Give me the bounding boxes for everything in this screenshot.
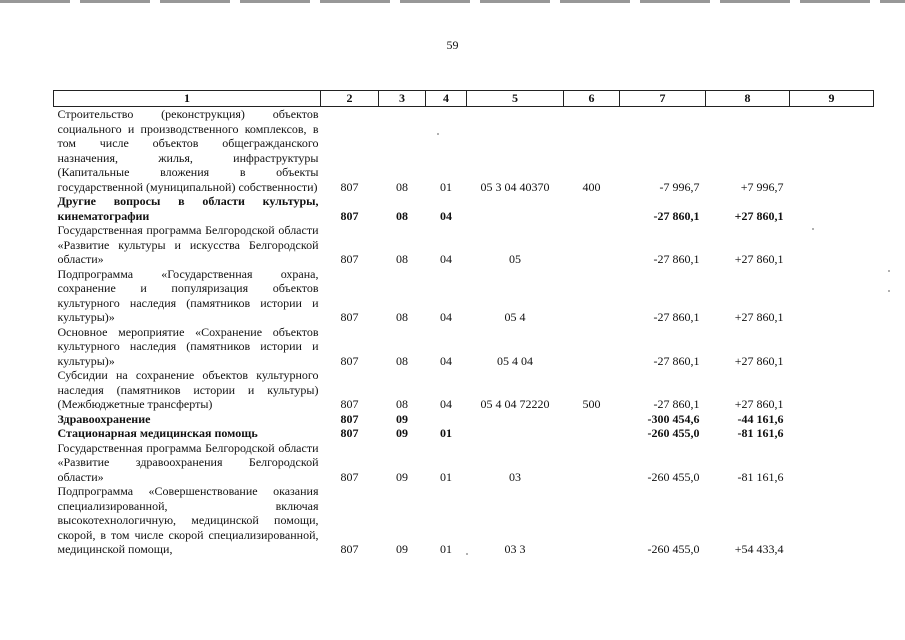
cell-subsection: 04 [440, 208, 452, 223]
cell-section: 08 [396, 397, 408, 411]
cell-subsection: 01 [440, 179, 452, 194]
cell-amount-col8: -44 161,6 [737, 411, 784, 426]
cell-name: Подпрограмма «Государственная охрана, сохранение и популяризация объектов культурного наследия (памятников истории и культуры)» [57, 266, 319, 324]
cell-target-article: 05 4 04 72220 [480, 397, 550, 411]
cell-amount-col7: -260 455,0 [647, 469, 700, 484]
cell-amount-col9 [790, 412, 874, 427]
cell-amount-col8: +7 996,7 [740, 179, 784, 194]
header-col-7: 7 [620, 91, 706, 107]
cell-section: 08 [396, 179, 408, 194]
cell-subsection: 04 [440, 397, 452, 411]
cell-amount-col8: -81 161,6 [737, 469, 784, 484]
cell-expense-type [564, 325, 620, 369]
cell-amount-col7: -27 860,1 [653, 252, 700, 266]
cell-name: Строительство (реконструкция) объектов социального и производственного комплексов, в том числе объектов общегражданского назначения, жилья, инфраструктуры (Капитальные вложения в объекты государственной (муниципальной) собственности) [57, 107, 319, 194]
cell-section: 09 [396, 542, 408, 556]
cell-amount-col9 [790, 267, 874, 325]
cell-amount-col7: -27 860,1 [653, 353, 700, 368]
cell-expense-type [564, 267, 620, 325]
cell-ministry: 807 [340, 310, 359, 324]
cell-target-article: 05 4 04 [497, 353, 533, 368]
scan-speck [437, 133, 439, 135]
cell-subsection: 01 [440, 542, 452, 556]
table-body [54, 107, 874, 557]
cell-expense-type [564, 223, 620, 267]
cell-subsection [426, 412, 467, 427]
table-row [54, 412, 874, 427]
cell-amount-col7: -27 860,1 [653, 397, 700, 411]
cell-amount-col8: +27 860,1 [734, 353, 784, 368]
cell-target-article: 03 3 [504, 542, 526, 556]
table-row [54, 484, 874, 557]
cell-subsection: 04 [440, 310, 452, 324]
cell-ministry: 807 [340, 426, 359, 440]
table-row [54, 194, 874, 223]
cell-target-article: 03 [509, 469, 521, 484]
cell-target-article: 05 3 04 40370 [480, 179, 550, 194]
cell-expense-type [564, 484, 620, 557]
cell-subsection: 01 [440, 426, 452, 440]
cell-amount-col7: -260 455,0 [647, 426, 700, 440]
table-row [54, 426, 874, 441]
cell-target-article [467, 412, 564, 427]
page-number: 59 [446, 38, 459, 52]
cell-section: 09 [396, 426, 408, 440]
header-col-4: 4 [426, 91, 467, 107]
cell-target-article: 05 4 [504, 310, 526, 324]
cell-expense-type [564, 426, 620, 441]
cell-amount-col9 [790, 194, 874, 223]
cell-name: Субсидии на сохранение объектов культурного наследия (памятников истории и культуры) (Межбюджетные трансферты) [57, 368, 319, 411]
cell-ministry: 807 [340, 542, 359, 556]
cell-section: 08 [396, 252, 408, 266]
cell-expense-type: 500 [582, 397, 601, 411]
header-col-2: 2 [321, 91, 379, 107]
cell-name: Государственная программа Белгородской области «Развитие культуры и искусства Белгородской области» [57, 223, 319, 266]
cell-amount-col9 [790, 325, 874, 369]
cell-amount-col9 [790, 426, 874, 441]
cell-amount-col9 [790, 441, 874, 485]
cell-amount-col8: -81 161,6 [737, 426, 784, 440]
cell-amount-col8: +27 860,1 [734, 397, 784, 411]
cell-ministry: 807 [340, 252, 359, 266]
table-row [54, 441, 874, 485]
header-col-6: 6 [564, 91, 620, 107]
cell-ministry: 807 [340, 469, 359, 484]
cell-ministry: 807 [340, 411, 359, 426]
cell-amount-col8: +27 860,1 [734, 252, 784, 266]
cell-amount-col8: +27 860,1 [734, 208, 784, 223]
cell-target-article [467, 426, 564, 441]
cell-subsection: 04 [440, 353, 452, 368]
cell-ministry: 807 [340, 397, 359, 411]
cell-expense-type [564, 194, 620, 223]
cell-amount-col9 [790, 223, 874, 267]
cell-ministry: 807 [340, 208, 359, 223]
scan-speck [888, 270, 890, 272]
scan-speck [812, 228, 814, 230]
cell-amount-col9 [790, 484, 874, 557]
cell-name: Другие вопросы в области культуры, кинематографии [57, 194, 319, 223]
budget-table [53, 90, 874, 557]
scan-speck [466, 553, 468, 555]
cell-section: 09 [396, 469, 408, 484]
cell-amount-col7: -300 454,6 [647, 411, 700, 426]
cell-name: Основное мероприятие «Сохранение объектов культурного наследия (памятников истории и культуры)» [57, 324, 319, 368]
cell-name: Государственная программа Белгородской области «Развитие здравоохранения Белгородской области» [57, 440, 319, 484]
scan-top-edge [0, 0, 905, 3]
header-col-5: 5 [467, 91, 564, 107]
cell-amount-col7: -27 860,1 [653, 310, 700, 324]
cell-ministry: 807 [340, 179, 359, 194]
table-row [54, 107, 874, 195]
cell-section: 08 [396, 353, 408, 368]
cell-ministry: 807 [340, 353, 359, 368]
cell-target-article: 05 [509, 252, 521, 266]
cell-amount-col7: -27 860,1 [653, 208, 700, 223]
table-row [54, 368, 874, 412]
cell-target-article [467, 194, 564, 223]
scan-speck [888, 290, 890, 292]
table-row [54, 267, 874, 325]
cell-expense-type: 400 [582, 179, 601, 194]
table-header-row [54, 91, 874, 107]
cell-subsection: 04 [440, 252, 452, 266]
header-col-8: 8 [706, 91, 790, 107]
cell-amount-col8: +27 860,1 [734, 310, 784, 324]
cell-amount-col8: +54 433,4 [734, 542, 784, 556]
table-row [54, 325, 874, 369]
cell-name: Подпрограмма «Совершенствование оказания специализированной, включая высокотехнологичную, медицинской помощи, скорой, в том числе скорой специализированной, медицинской помощи, [57, 484, 319, 556]
cell-amount-col9 [790, 107, 874, 195]
header-col-1: 1 [54, 91, 321, 107]
cell-amount-col9 [790, 368, 874, 412]
table-row [54, 223, 874, 267]
cell-section: 08 [396, 310, 408, 324]
cell-amount-col7: -260 455,0 [647, 542, 700, 556]
cell-section: 08 [396, 208, 408, 223]
header-col-9: 9 [790, 91, 874, 107]
cell-section: 09 [396, 411, 408, 426]
cell-expense-type [564, 441, 620, 485]
cell-subsection: 01 [440, 469, 452, 484]
cell-name: Стационарная медицинская помощь [57, 426, 258, 440]
cell-expense-type [564, 412, 620, 427]
header-col-3: 3 [379, 91, 426, 107]
cell-name: Здравоохранение [57, 411, 151, 426]
cell-amount-col7: -7 996,7 [659, 179, 700, 194]
